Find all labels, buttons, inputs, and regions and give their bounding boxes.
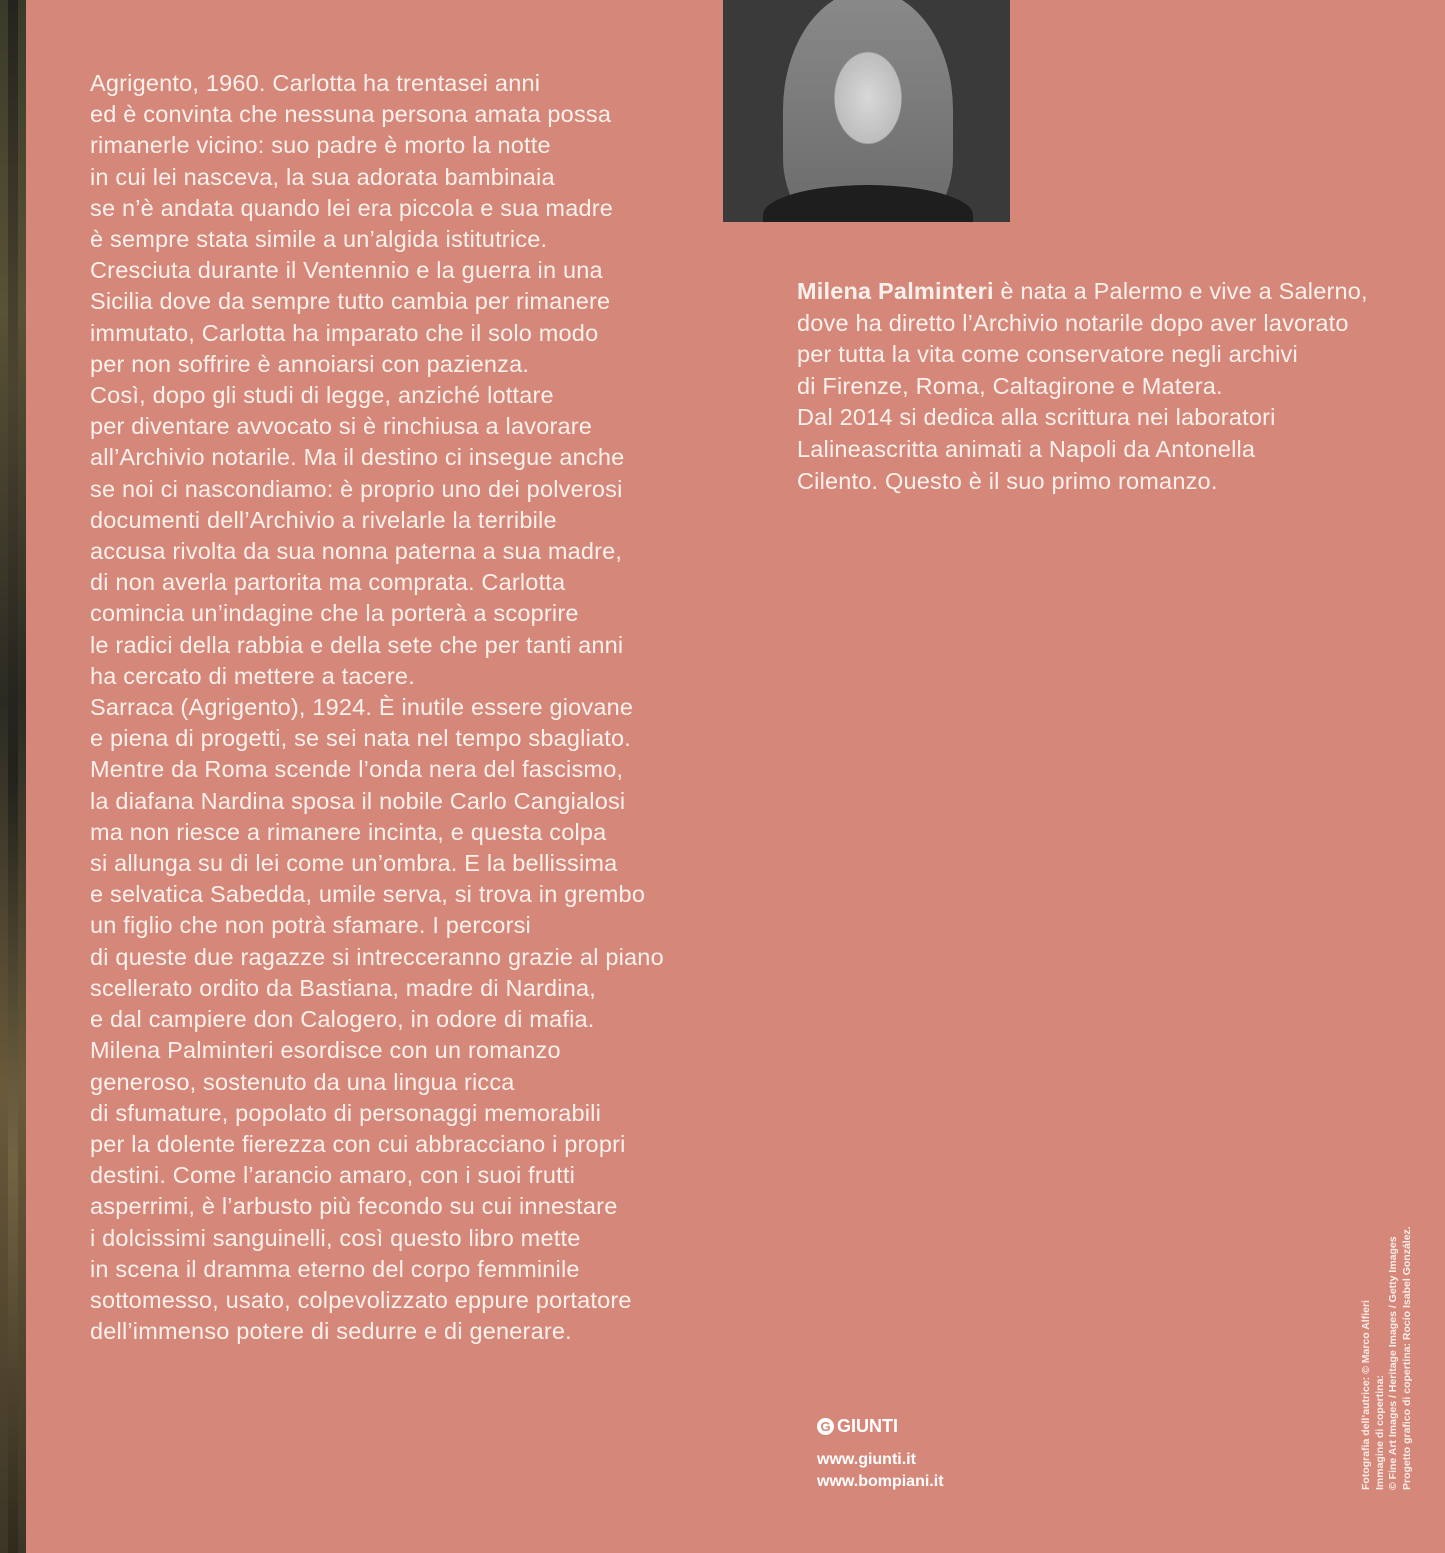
giunti-link[interactable]: www.giunti.it (817, 1451, 916, 1468)
blurb-line: e selvatica Sabedda, umile serva, si trova in grembo (90, 881, 646, 908)
author-bio-line: Cilento. Questo è il suo primo romanzo. (797, 467, 1218, 494)
blurb-line: la diafana Nardina sposa il nobile Carlo Cangialosi (90, 787, 626, 814)
blurb-line: comincia un’indagine che la porterà a scoprire (90, 600, 579, 627)
blurb-line: ed è convinta che nessuna persona amata possa (90, 101, 612, 128)
blurb-line: immutato, Carlotta ha imparato che il solo modo (90, 319, 599, 346)
blurb-line: ha cercato di mettere a tacere. (90, 662, 415, 689)
blurb-line: Sicilia dove da sempre tutto cambia per rimanere (90, 288, 611, 315)
blurb-line: generoso, sostenuto da una lingua ricca (90, 1068, 515, 1095)
blurb-line: in cui lei nasceva, la sua adorata bambinaia (90, 163, 555, 190)
blurb-line: rimanerle vicino: suo padre è morto la notte (90, 132, 551, 159)
author-bio-text: è nata a Palermo e vive a Salerno, (993, 278, 1368, 304)
blurb-line: accusa rivolta da sua nonna paterna a sua madre, (90, 538, 623, 565)
blurb-line: per non soffrire è annoiarsi con pazienza. (90, 350, 530, 377)
author-bio-line: di Firenze, Roma, Caltagirone e Matera. (797, 372, 1223, 399)
blurb-line: Milena Palminteri esordisce con un romanzo (90, 1037, 561, 1064)
blurb-line: Sarraca (Agrigento), 1924. È inutile essere giovane (90, 694, 634, 721)
credits (1360, 1226, 1414, 1490)
blurb-line: Agrigento, 1960. Carlotta ha trentasei anni (90, 70, 541, 96)
blurb-line: Mentre da Roma scende l’onda nera del fascismo, (90, 756, 624, 783)
credit-line: Immagine di copertina: (1373, 1375, 1386, 1490)
book-blurb (90, 68, 664, 1347)
blurb-line: le radici della rabbia e della sete che per tanti anni (90, 631, 624, 658)
blurb-line: i dolcissimi sanguinelli, così questo libro mette (90, 1224, 581, 1251)
blurb-line: di non averla partorita ma comprata. Carlotta (90, 569, 566, 596)
blurb-line: ma non riesce a rimanere incinta, e questa colpa (90, 818, 607, 845)
credit-line: © Fine Art Images / Heritage Images / Getty Images (1387, 1236, 1399, 1490)
blurb-line: per la dolente fierezza con cui abbracciano i propri (90, 1130, 626, 1157)
blurb-line: Cresciuta durante il Ventennio e la guerra in una (90, 257, 603, 284)
blurb-line: asperrimi, è l’arbusto più fecondo su cui innestare (90, 1193, 618, 1220)
blurb-line: si allunga su di lei come un’ombra. E la bellissima (90, 850, 618, 877)
credit-line: Progetto grafico di copertina: Rocío Isabel González. (1400, 1226, 1413, 1490)
author-bio (797, 276, 1368, 497)
author-photo (723, 0, 1010, 222)
blurb-line: se n’è andata quando lei era piccola e sua madre (90, 194, 614, 221)
blurb-line: destini. Come l’arancio amaro, con i suoi frutti (90, 1162, 576, 1189)
author-bio-line: dove ha diretto l’Archivio notarile dopo aver lavorato (797, 309, 1349, 336)
blurb-line: e dal campiere don Calogero, in odore di mafia. (90, 1006, 595, 1033)
blurb-line: Così, dopo gli studi di legge, anziché lottare (90, 382, 554, 409)
bompiani-link[interactable]: www.bompiani.it (817, 1473, 944, 1490)
giunti-logo-icon: G (817, 1418, 834, 1435)
blurb-line: dell’immenso potere di sedurre e di generare. (90, 1318, 572, 1345)
blurb-line: di sfumature, popolato di personaggi memorabili (90, 1099, 602, 1126)
author-bio-line (797, 276, 1368, 308)
blurb-line: documenti dell’Archivio a rivelarle la terribile (90, 506, 557, 533)
credit-line: Fotografia dell’autrice: © Marco Alfieri (1360, 1300, 1372, 1490)
blurb-line: per diventare avvocato si è rinchiusa a lavorare (90, 413, 593, 440)
blurb-line: e piena di progetti, se sei nata nel tempo sbagliato. (90, 725, 632, 752)
blurb-line: è sempre stata simile a un’algida istitutrice. (90, 226, 548, 253)
blurb-line: scellerato ordito da Bastiana, madre di Nardina, (90, 974, 596, 1001)
author-bio-line: per tutta la vita come conservatore negli archivi (797, 341, 1298, 368)
author-name: Milena Palminteri (797, 278, 994, 304)
blurb-line: un figlio che non potrà sfamare. I percorsi (90, 912, 531, 939)
cover-art-edge (0, 0, 26, 1553)
giunti-logo (817, 1416, 898, 1437)
blurb-line: se noi ci nascondiamo: è proprio uno dei polverosi (90, 475, 623, 502)
publisher-urls (817, 1449, 944, 1493)
blurb-line: sottomesso, usato, colpevolizzato eppure portatore (90, 1286, 632, 1313)
blurb-line: in scena il dramma eterno del corpo femminile (90, 1255, 580, 1282)
giunti-logo-text: GIUNTI (837, 1416, 898, 1436)
author-bio-line: Dal 2014 si dedica alla scrittura nei laboratori (797, 404, 1276, 431)
author-bio-line: Lalineascritta animati a Napoli da Antonella (797, 435, 1256, 462)
blurb-line: all’Archivio notarile. Ma il destino ci insegue anche (90, 444, 625, 471)
blurb-line: di queste due ragazze si intrecceranno grazie al piano (90, 943, 664, 970)
